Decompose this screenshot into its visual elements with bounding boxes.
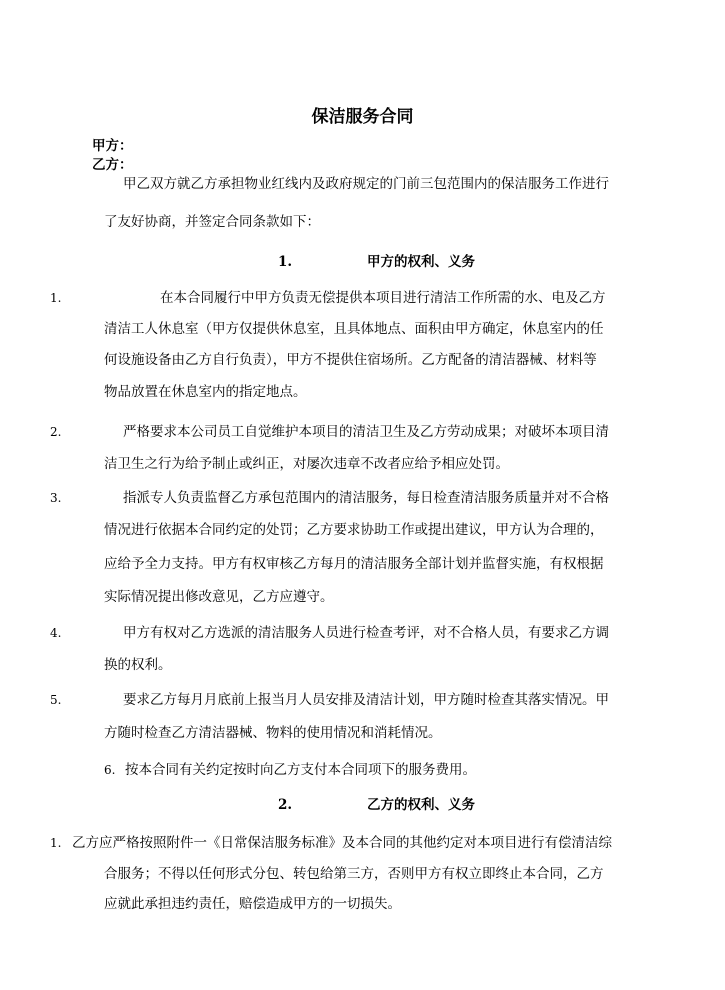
item-line: 方随时检查乙方清洁器械、物料的使用情况和消耗情况。	[104, 725, 442, 741]
item-line: 情况进行依据本合同约定的处罚；乙方要求协助工作或提出建议，甲方认为合理的，	[104, 522, 604, 538]
item-line: 严格要求本公司员工自觉维护本项目的清洁卫生及乙方劳动成果；对破坏本项目清	[123, 424, 609, 440]
item-line: 何设施设备由乙方自行负责），甲方不提供住宿场所。乙方配备的清洁器械、材料等	[104, 352, 597, 368]
section-number: 1.	[278, 254, 293, 270]
item-line: 应就此承担违约责任，赔偿造成甲方的一切损失。	[104, 896, 401, 912]
item-line: 指派专人负责监督乙方承包范围内的清洁服务，每日检查清洁服务质量并对不合格	[123, 490, 609, 506]
section-heading: 甲方的权利、义务	[367, 254, 475, 270]
item-number: 6.	[104, 763, 116, 777]
intro-line: 了友好协商，并签定合同条款如下：	[104, 214, 320, 230]
party-b-label: 乙方：	[92, 157, 133, 173]
item-line: 清洁工人休息室（甲方仅提供休息室，且具体地点、面积由甲方确定，休息室内的任	[104, 321, 604, 337]
item-line: 应给予全力支持。甲方有权审核乙方每月的清洁服务全部计划并监督实施，有权根据	[104, 556, 604, 572]
item-number: 1.	[50, 291, 62, 305]
item-line: 要求乙方每月月底前上报当月人员安排及清洁计划，甲方随时检查其落实情况。甲	[123, 692, 609, 708]
intro-line: 甲乙双方就乙方承担物业红线内及政府规定的门前三包范围内的保洁服务工作进行	[123, 176, 609, 192]
section-number: 2.	[278, 797, 293, 813]
item-line: 按本合同有关约定按时向乙方支付本合同项下的服务费用。	[125, 762, 476, 778]
item-number: 4.	[50, 626, 62, 640]
section-heading: 乙方的权利、义务	[367, 797, 475, 813]
item-line: 合服务；不得以任何形式分包、转包给第三方，否则甲方有权立即终止本合同，乙方	[104, 866, 604, 882]
item-number: 1.	[50, 836, 62, 850]
item-line: 在本合同履行中甲方负责无偿提供本项目进行清洁工作所需的水、电及乙方	[160, 290, 606, 306]
item-line: 实际情况提出修改意见，乙方应遵守。	[104, 589, 334, 605]
item-line: 甲方有权对乙方选派的清洁服务人员进行检查考评，对不合格人员，有要求乙方调	[123, 625, 609, 641]
item-line: 换的权利。	[104, 657, 172, 673]
party-a-label: 甲方：	[92, 138, 133, 154]
item-line: 乙方应严格按照附件一《日常保洁服务标准》及本合同的其他约定对本项目进行有偿清洁综	[72, 835, 612, 851]
item-number: 3.	[50, 491, 62, 505]
item-line: 洁卫生之行为给予制止或纠正，对屡次违章不改者应给予相应处罚。	[104, 456, 509, 472]
item-number: 5.	[50, 693, 62, 707]
item-line: 物品放置在休息室内的指定地点。	[104, 384, 307, 400]
document-title: 保洁服务合同	[311, 107, 414, 127]
item-number: 2.	[50, 425, 62, 439]
